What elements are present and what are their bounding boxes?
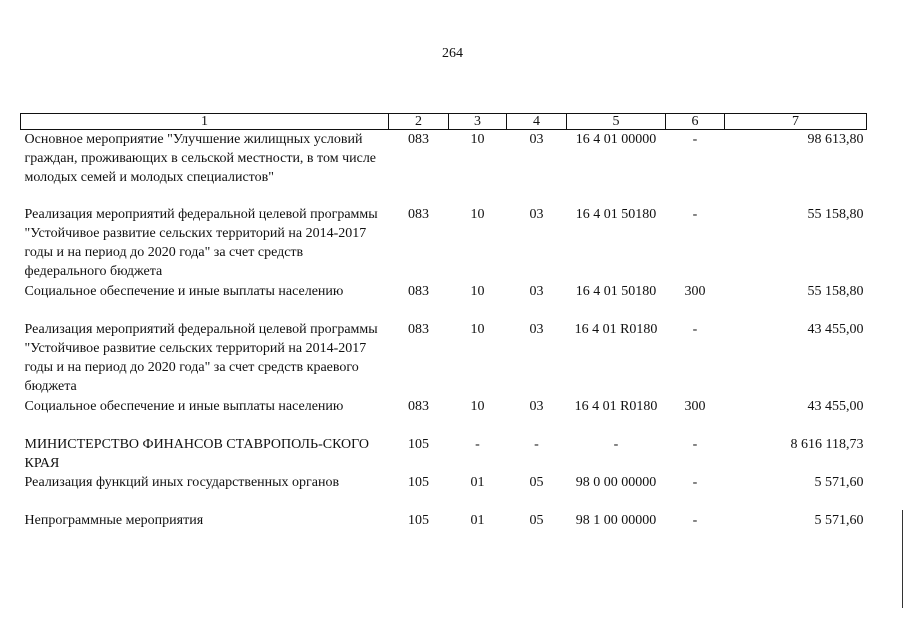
row-target-article: 98 0 00 00000 bbox=[575, 474, 657, 490]
row-subsection: 05 bbox=[529, 512, 544, 528]
column-header-6: 6 bbox=[666, 114, 725, 130]
row-target-article: 16 4 01 R0180 bbox=[574, 321, 658, 337]
row-expense-type: 300 bbox=[684, 398, 706, 414]
row-expense-type: - bbox=[692, 436, 698, 452]
row-ministry-code: 083 bbox=[408, 283, 429, 299]
row-ministry-code: 105 bbox=[408, 436, 429, 452]
row-amount: 43 455,00 bbox=[807, 321, 864, 337]
table-row bbox=[21, 320, 867, 397]
row-subsection: - bbox=[534, 436, 539, 452]
column-header-4: 4 bbox=[507, 114, 567, 130]
row-target-article: 98 1 00 00000 bbox=[575, 512, 657, 528]
row-section: 10 bbox=[470, 321, 485, 337]
header-row bbox=[21, 114, 867, 130]
row-subsection: 03 bbox=[529, 283, 544, 299]
table-row bbox=[21, 397, 867, 435]
row-subsection: 03 bbox=[529, 321, 544, 337]
row-section: 10 bbox=[470, 283, 485, 299]
row-ministry-code: 105 bbox=[408, 512, 429, 528]
row-ministry-code: 083 bbox=[408, 398, 429, 414]
row-amount: 5 571,60 bbox=[814, 512, 864, 528]
row-expense-type: - bbox=[692, 206, 698, 222]
row-section: 10 bbox=[470, 206, 485, 222]
row-name: Реализация функций иных государственных органов bbox=[24, 474, 340, 490]
column-header-5: 5 bbox=[567, 114, 666, 130]
row-amount: 5 571,60 bbox=[814, 474, 864, 490]
row-subsection: 03 bbox=[529, 132, 544, 147]
row-section: 10 bbox=[470, 132, 485, 147]
row-expense-type: 300 bbox=[684, 283, 706, 299]
row-subsection: 05 bbox=[529, 474, 544, 490]
scan-edge-line bbox=[902, 510, 903, 608]
row-ministry-code: 083 bbox=[408, 132, 429, 147]
column-header-1: 1 bbox=[21, 114, 389, 130]
budget-table bbox=[20, 113, 867, 533]
row-name: Непрограммные мероприятия bbox=[24, 512, 204, 528]
row-name: МИНИСТЕРСТВО ФИНАНСОВ СТАВРОПОЛЬ-СКОГО КРАЯ bbox=[24, 436, 370, 471]
row-section: - bbox=[475, 436, 480, 452]
row-name: Социальное обеспечение и иные выплаты населению bbox=[24, 283, 344, 299]
column-header-3: 3 bbox=[449, 114, 507, 130]
row-target-article: 16 4 01 R0180 bbox=[574, 398, 658, 414]
row-name: Реализация мероприятий федеральной целевой программы "Устойчивое развитие сельских территорий на 2014-2017 годы и на период до 2020 года" за счет средств федерального бюджета bbox=[24, 206, 378, 279]
row-expense-type: - bbox=[692, 132, 698, 147]
column-header-7: 7 bbox=[725, 114, 867, 130]
row-amount: 55 158,80 bbox=[807, 206, 864, 222]
table-row bbox=[21, 205, 867, 282]
row-target-article: - bbox=[613, 436, 619, 452]
table-row bbox=[21, 130, 867, 205]
row-name: Реализация мероприятий федеральной целевой программы "Устойчивое развитие сельских территорий на 2014-2017 годы и на период до 2020 года" за счет средств краевого бюджета bbox=[24, 321, 378, 394]
row-subsection: 03 bbox=[529, 206, 544, 222]
row-expense-type: - bbox=[692, 512, 698, 528]
table-row bbox=[21, 282, 867, 320]
row-amount: 55 158,80 bbox=[807, 283, 864, 299]
row-ministry-code: 083 bbox=[408, 321, 429, 337]
row-amount: 8 616 118,73 bbox=[790, 436, 864, 452]
row-expense-type: - bbox=[692, 474, 698, 490]
row-subsection: 03 bbox=[529, 398, 544, 414]
row-section: 01 bbox=[470, 512, 485, 528]
row-name: Основное мероприятие "Улучшение жилищных условий граждан, проживающих в сельской местности, в том числе молодых семей и молодых специалистов" bbox=[24, 132, 377, 185]
row-target-article: 16 4 01 50180 bbox=[575, 206, 657, 222]
row-target-article: 16 4 01 50180 bbox=[575, 283, 657, 299]
row-ministry-code: 105 bbox=[408, 474, 429, 490]
column-header-2: 2 bbox=[389, 114, 449, 130]
table-row bbox=[21, 511, 867, 533]
row-target-article: 16 4 01 00000 bbox=[575, 132, 657, 147]
table-row bbox=[21, 435, 867, 473]
row-amount: 98 613,80 bbox=[807, 132, 864, 147]
page-number: 264 bbox=[442, 46, 463, 61]
row-expense-type: - bbox=[692, 321, 698, 337]
table-row bbox=[21, 473, 867, 511]
row-name: Социальное обеспечение и иные выплаты населению bbox=[24, 398, 344, 414]
row-ministry-code: 083 bbox=[408, 206, 429, 222]
row-amount: 43 455,00 bbox=[807, 398, 864, 414]
row-section: 10 bbox=[470, 398, 485, 414]
row-section: 01 bbox=[470, 474, 485, 490]
